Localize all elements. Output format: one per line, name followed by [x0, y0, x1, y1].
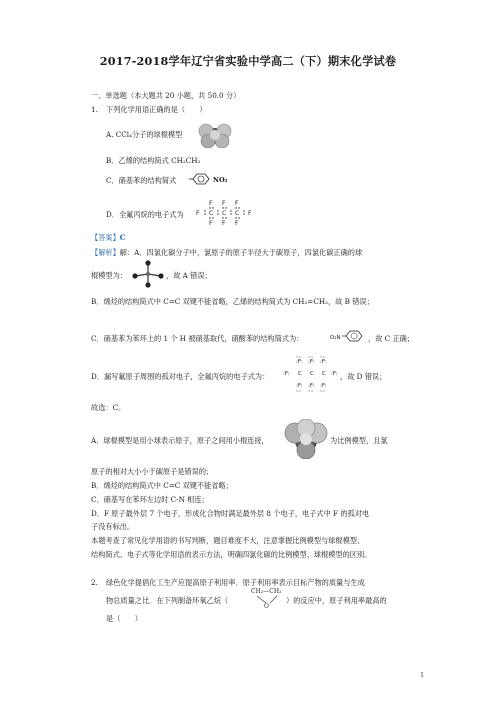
svg-text::F:: :F: [320, 383, 327, 389]
page-number: 1 [420, 671, 425, 679]
explanation-a-part-2: 为比例模型，且氯 [330, 436, 388, 445]
svg-text::F:: :F: [331, 371, 338, 377]
analysis-line-d-b: ，故 D 错误； [340, 372, 387, 381]
question-2-line-1: 绿色化学提倡化工生产应提高原子利用率．原子利用率表示目标产物的质量与生成 [106, 578, 365, 587]
summary-line-1: 本题考查了常见化学用语的书写判断，题目难度不大，注意掌握比例模型与球棍模型、 [91, 536, 365, 545]
question-2-line-3: 是（ ） [106, 614, 142, 623]
svg-text:C: C [322, 371, 326, 377]
explanation-d-line-1: D．F 原子最外层 7 个电子，形成化合物时满足最外层 8 个电子，电子式中 F 的孤对电 [91, 509, 370, 518]
explanation-c: C．硝基写在苯环左边时 C-N 相连； [91, 495, 209, 504]
analysis-conclusion: 故选：C。 [91, 403, 126, 412]
ball-stick-model-image [131, 260, 165, 288]
svg-text::F:: :F: [296, 359, 303, 365]
option-a: A. CCl₄分子的球棍模型 [106, 130, 183, 139]
analysis-line-b: B．烯烃的结构简式中 C=C 双键不能省略，乙烯的结构简式为 CH₂=CH₂，故 B 错误； [91, 297, 374, 306]
svg-text:F: F [248, 210, 252, 217]
svg-text::F:: :F: [308, 383, 315, 389]
svg-text:F: F [235, 200, 239, 207]
question-2-line-2b: ）的反应中，原子利用率最高的 [286, 596, 387, 605]
analysis-line-1: 【解析】解：A．四氯化碳分子中，氯原子的原子半径大于碳原子，四氯化碳正确的球 [91, 248, 363, 257]
svg-text:F: F [235, 220, 239, 227]
benzene-ring-image [189, 173, 213, 185]
electron-formula-image [194, 198, 258, 228]
question-2-line-2a: 物总质量之比．在下列制备环氧乙烷（ [106, 596, 229, 605]
option-b: B．乙烯的结构简式 CH₂CH₂ [106, 156, 201, 165]
svg-text:O₂N: O₂N [330, 335, 341, 341]
analysis-line-c-b: ，故 C 正确； [368, 334, 415, 343]
analysis-line-c-a: C．硝基苯为苯环上的 1 个 H 被硝基取代，硝酸苯的结构简式为： [91, 334, 304, 343]
svg-text::F:: :F: [308, 359, 315, 365]
svg-text:F: F [222, 220, 226, 227]
svg-text::F:: :F: [320, 359, 327, 365]
question-2-number: 2. [91, 578, 98, 587]
answer-line [91, 233, 126, 242]
page-title: 2017-2018学年辽宁省实验中学高二（下）期末化学试卷 [99, 54, 397, 68]
question-1-number: 1. [91, 105, 98, 114]
svg-text:C: C [222, 210, 227, 217]
summary-line-2: 结构简式、电子式等化学用语的表示方法，明确四氯化碳的比例模型、球棍模型的区别。 [91, 550, 372, 559]
analysis-line-d-a: D．漏写氟原子周围的孤对电子，全氟丙烷的电子式为： [91, 372, 270, 381]
svg-text:F: F [196, 210, 200, 217]
space-filling-model-large-image [284, 419, 328, 459]
section-heading: 一、单选题（本大题共 20 小题，共 50.0 分） [91, 91, 241, 100]
answer-label: 【答案】 [91, 233, 120, 242]
explanation-a-part-3: 原子的相对大小小于碳原子是错误的； [91, 467, 214, 476]
svg-text:F: F [209, 200, 213, 207]
nitrobenzene-image [330, 329, 366, 343]
explanation-a-part-1: A．球棍模型是用小球表示原子，原子之间用小棍连接， [91, 436, 269, 445]
analysis-line-2b: ，故 A 错误； [166, 271, 212, 280]
nitro-group-label: NO₂ [213, 176, 228, 184]
explanation-d-line-2: 子没有标出。 [91, 522, 135, 531]
epoxide-bond-lines [251, 595, 287, 607]
svg-text:F: F [209, 220, 213, 227]
svg-text:C: C [310, 371, 314, 377]
space-filling-model-image [197, 122, 233, 148]
option-d: D．全氟丙烷的电子式为 [106, 210, 184, 219]
answer-value: C [119, 233, 126, 242]
epoxide-structure-oxygen: O [264, 603, 269, 610]
svg-text::F:: :F: [283, 371, 290, 377]
svg-text:C: C [209, 210, 214, 217]
analysis-line-2a: 棍模型为： [91, 271, 127, 280]
svg-text:F: F [222, 200, 226, 207]
epoxide-structure-top: CH₂—CH₂ [251, 588, 282, 595]
question-1-stem: 下列化学用语正确的是（ ） [106, 105, 207, 114]
analysis-label: 【解析】 [91, 248, 120, 257]
svg-text:C: C [235, 210, 240, 217]
electron-formula-corrected-image [282, 354, 340, 394]
explanation-b: B．烯烃的结构简式中 C=C 双键不能省略； [91, 481, 233, 490]
svg-text:C: C [298, 371, 302, 377]
svg-text::F:: :F: [296, 383, 303, 389]
option-c: C．硝基苯的结构简式 [106, 176, 177, 185]
